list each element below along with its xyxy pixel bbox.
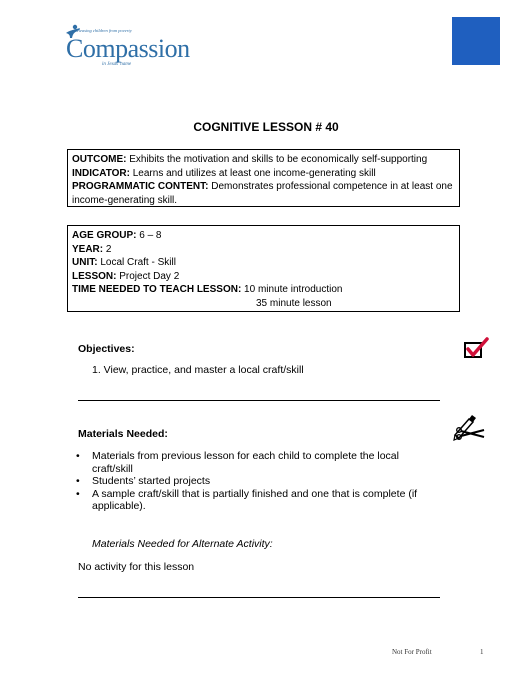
page-title: COGNITIVE LESSON # 40 — [193, 120, 339, 134]
year-line — [72, 243, 455, 257]
lesson-info-box — [67, 225, 460, 312]
unit-line — [72, 256, 455, 270]
alternate-text: No activity for this lesson — [78, 561, 195, 573]
checkbox-check-icon — [464, 337, 490, 359]
alternate-heading: Materials Needed for Alternate Activity: — [92, 538, 273, 550]
logo-subline: in Jesus' name — [102, 62, 132, 67]
footer-text: Not For Profit — [392, 648, 432, 656]
list-item: • Students’ started projects — [76, 475, 426, 488]
indicator-line — [72, 167, 455, 181]
list-item: • A sample craft/skill that is partially finished and one that is complete (if applicable). — [76, 488, 426, 513]
programmatic-line — [72, 180, 455, 207]
age-label: AGE GROUP: — [72, 230, 137, 241]
materials-list — [76, 450, 426, 513]
lesson-line — [72, 270, 455, 284]
objectives-heading: Objectives: — [78, 343, 135, 355]
materials-heading: Materials Needed: — [78, 428, 168, 440]
time-label: TIME NEEDED TO TEACH LESSON: — [72, 284, 242, 295]
logo-tagline: Releasing children from poverty — [74, 28, 132, 33]
programmatic-label: PROGRAMMATIC CONTENT: — [72, 181, 209, 192]
outcome-label: OUTCOME: — [72, 154, 127, 165]
list-item: • Materials from previous lesson for each child to complete the local craft/skill — [76, 450, 426, 475]
lesson-value: Project Day 2 — [116, 270, 180, 282]
time-value-1: 10 minute introduction — [241, 284, 343, 295]
logo-wordmark: Compassion — [66, 34, 190, 63]
year-label: YEAR: — [72, 243, 104, 255]
divider — [78, 597, 440, 598]
pencil-scissors-icon — [451, 413, 487, 441]
unit-label: UNIT: — [72, 257, 98, 268]
year-value: 2 — [103, 243, 112, 255]
age-line — [72, 229, 455, 243]
objective-item: 1. View, practice, and master a local craft/skill — [92, 364, 304, 376]
indicator-label: INDICATOR: — [72, 167, 130, 179]
page-number: 1 — [480, 648, 484, 656]
time-line — [72, 283, 455, 297]
blue-decoration — [452, 17, 500, 65]
indicator-text: Learns and utilizes at least one income-generating skill — [129, 167, 376, 179]
divider — [78, 400, 440, 401]
lesson-label: LESSON: — [72, 270, 117, 282]
unit-value: Local Craft - Skill — [97, 257, 176, 268]
outcome-box — [67, 149, 460, 207]
age-value: 6 – 8 — [136, 230, 162, 241]
outcome-line — [72, 153, 455, 167]
compassion-logo — [52, 22, 190, 72]
time-value-2: 35 minute lesson — [256, 297, 332, 309]
outcome-text: Exhibits the motivation and skills to be economically self-supporting — [126, 154, 428, 165]
programmatic-text: Demonstrates professional competence in at least one income-generating skill. — [72, 181, 453, 206]
